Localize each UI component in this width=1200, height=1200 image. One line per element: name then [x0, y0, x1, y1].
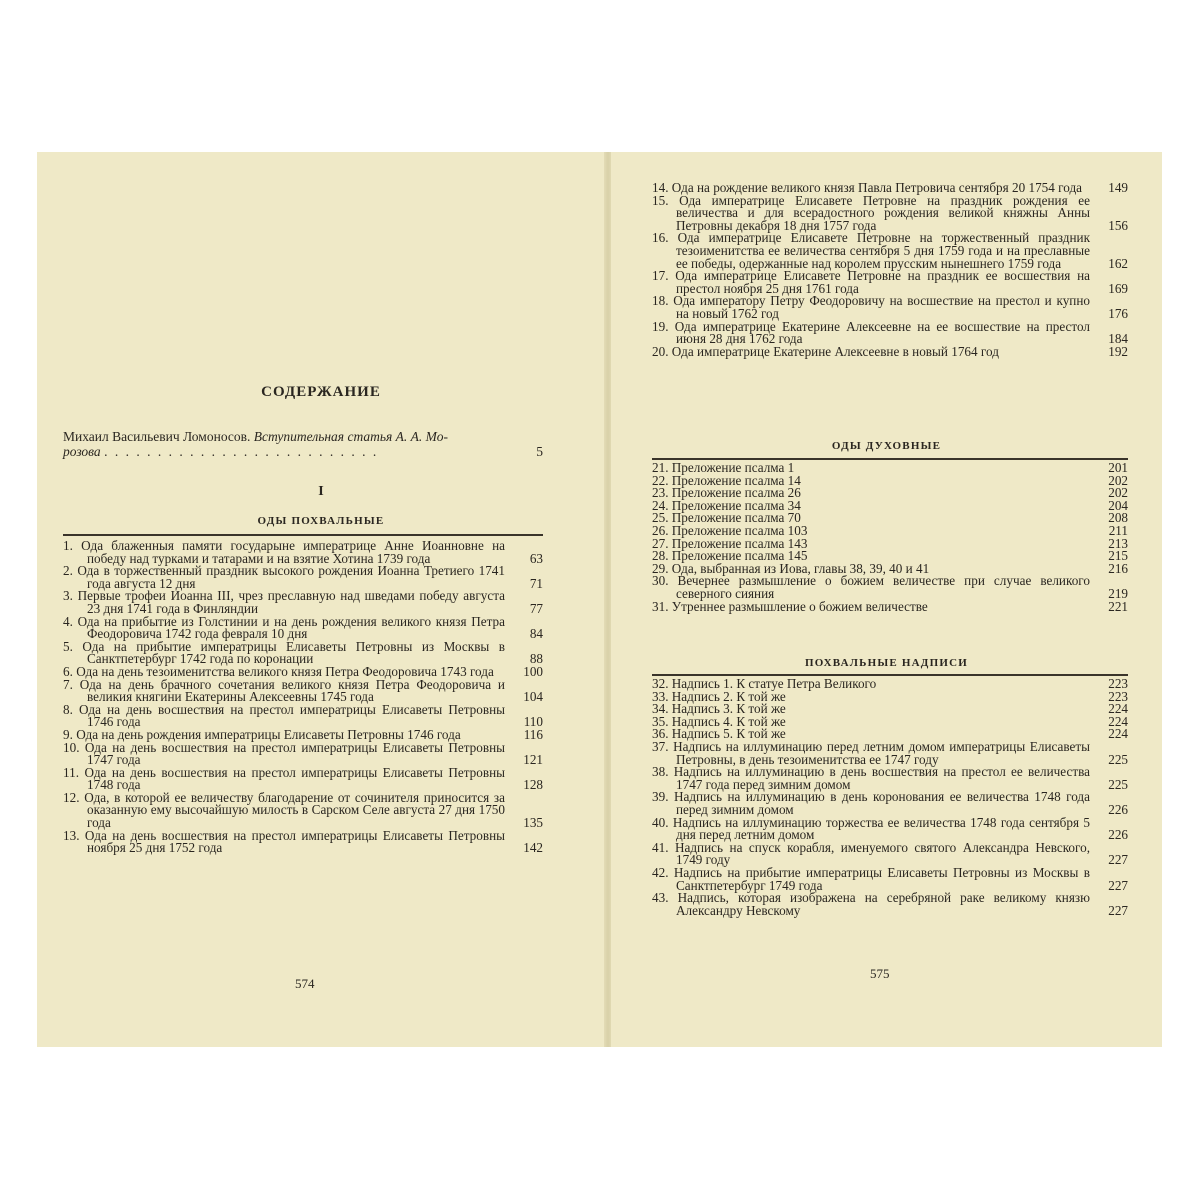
toc-entry-title: 36. Надпись 5. К той же	[652, 726, 786, 742]
toc-entry-page: 63	[529, 550, 543, 566]
toc-entry-page: 211	[1108, 522, 1128, 538]
toc-entry-title: 39. Надпись на иллуминацию в день коронования ее величества 1748 года перед зимним домом	[652, 789, 1090, 817]
toc-entry-page: 226	[1108, 801, 1128, 817]
toc-entry-title: 27. Преложение псалма 143	[652, 535, 808, 551]
toc-entry	[63, 676, 543, 705]
toc-entry-title: 12. Ода, в которой ее величеству благодарение от сочинителя приносится за оказанную ему высочайшую милость в Сарском Селе августа 27 дня 1750 года	[63, 789, 505, 831]
section-title-spiritual-odes: ОДЫ ДУХОВНЫЕ	[831, 440, 942, 452]
section-title-praise-odes: ОДЫ ПОХВАЛЬНЫЕ	[257, 515, 385, 527]
toc-list-inscriptions	[652, 678, 1128, 917]
toc-entry-page: 224	[1108, 701, 1128, 717]
toc-entry-page: 221	[1108, 598, 1128, 614]
toc-entry-title: 28. Преложение псалма 145	[652, 548, 808, 564]
toc-entry-page: 223	[1108, 688, 1128, 704]
toc-entry-title: 43. Надпись, которая изображена на серебряной раке великому князю Александру Невскому	[652, 890, 1090, 918]
toc-entry-page: 226	[1108, 827, 1128, 843]
toc-entry-title: 7. Ода на день брачного сочетания великого князя Петра Феодоровича и великия княгини Екатерины Алексеевны 1745 года	[63, 676, 505, 705]
intro-entry: Михаил Васильевич Ломоносов. Вступительная статья А. А. Мо- розова . . . . . . . . . . . . . . . . . . . . . . . . . . 5	[63, 429, 543, 459]
page-number-left: 574	[295, 976, 315, 991]
toc-entry-page: 227	[1108, 902, 1128, 918]
toc-entry-page: 156	[1108, 217, 1128, 233]
toc-entry	[63, 739, 543, 768]
toc-entry-page: 204	[1108, 497, 1128, 513]
toc-entry-title: 11. Ода на день восшествия на престол императрицы Елисаветы Петровны 1748 года	[63, 764, 505, 793]
toc-entry	[63, 701, 543, 730]
toc-entry-title: 25. Преложение псалма 70	[652, 510, 801, 526]
toc-entry-title: 29. Ода, выбранная из Иова, главы 38, 39, 40 и 41	[652, 560, 930, 576]
toc-entry-title: 19. Ода императрице Екатерине Алексеевне на ее восшествие на престол июня 28 дня 1762 года	[652, 318, 1090, 347]
toc-entry-page: 169	[1108, 280, 1128, 296]
toc-entry	[652, 343, 1128, 359]
toc-entry-title: 10. Ода на день восшествия на престол императрицы Елисаветы Петровны 1747 года	[63, 739, 505, 768]
toc-entry-page: 162	[1108, 255, 1128, 271]
toc-list-odes-continued	[652, 182, 1128, 358]
toc-entry-page: 128	[523, 777, 543, 793]
toc-entry-page: 201	[1108, 460, 1128, 475]
toc-entry-page: 208	[1108, 510, 1128, 526]
toc-entry-page: 202	[1108, 485, 1128, 501]
toc-entry-page: 227	[1108, 852, 1128, 868]
toc-entry-title: 38. Надпись на иллуминацию в день восшествия на престол ее величества 1747 года перед зимним домом	[652, 764, 1090, 792]
toc-entry-page: 224	[1108, 713, 1128, 729]
toc-entry	[652, 814, 1128, 843]
toc-entry-title: 35. Надпись 4. К той же	[652, 713, 786, 729]
toc-entry-page: 184	[1108, 331, 1128, 347]
toc-entry-page: 223	[1108, 676, 1128, 691]
toc-entry	[652, 232, 1128, 270]
intro-article: Вступительная статья А. А. Мо-	[253, 429, 448, 444]
toc-entry-title: 14. Ода на рождение великого князя Павла Петровича сентября 20 1754 года	[652, 180, 1083, 195]
toc-entry-title: 34. Надпись 3. К той же	[652, 701, 786, 717]
toc-entry-page: 225	[1108, 751, 1128, 767]
toc-entry	[652, 270, 1128, 295]
toc-entry	[652, 738, 1128, 767]
toc-entry-page: 104	[523, 689, 543, 705]
toc-entry	[652, 318, 1128, 347]
toc-entry-page: 176	[1108, 305, 1128, 321]
toc-entry-page: 227	[1108, 877, 1128, 893]
toc-entry-title: 15. Ода императрице Елисавете Петровне на праздник рождения ее величества и для всерадостного рождения великой княжны Анны Петровны декабря 18 дня 1757 года	[652, 192, 1090, 233]
section-separator	[63, 534, 543, 536]
toc-entry-title: 6. Ода на день тезоименитства великого князя Петра Феодоровича 1743 года	[63, 663, 494, 679]
intro-article-cont: розова	[63, 443, 101, 459]
toc-entry	[652, 839, 1128, 868]
toc-entry-page: 100	[523, 663, 543, 679]
intro-author: Михаил Васильевич Ломоносов.	[63, 429, 251, 444]
toc-entry-title: 20. Ода императрице Екатерине Алексеевне в новый 1764 год	[652, 343, 999, 359]
toc-entry	[652, 766, 1128, 791]
toc-entry-page: 202	[1108, 472, 1128, 488]
toc-entry	[63, 827, 543, 856]
toc-entry	[652, 791, 1128, 816]
contents-title: СОДЕРЖАНИЕ	[261, 384, 381, 400]
toc-entry	[63, 764, 543, 793]
toc-entry-title: 18. Ода императору Петру Феодоровичу на восшествие на престол и купно на новый 1762 год	[652, 293, 1090, 321]
intro-page: 5	[536, 443, 543, 459]
toc-entry-title: 26. Преложение псалма 103	[652, 522, 808, 538]
toc-entry	[652, 575, 1128, 600]
toc-entry-title: 32. Надпись 1. К статуе Петра Великого	[652, 676, 877, 691]
toc-entry-page: 224	[1108, 726, 1128, 742]
toc-entry-page: 142	[523, 840, 543, 856]
toc-entry-title: 5. Ода на прибытие императрицы Елисаветы Петровны из Москвы в Санктпетербург 1742 года по коронации	[63, 638, 505, 667]
toc-entry-page: 192	[1108, 343, 1128, 359]
toc-entry-title: 30. Вечернее размышление о божием величестве при случае великого северного сияния	[652, 573, 1090, 601]
toc-entry	[63, 590, 543, 615]
toc-entry-title: 40. Надпись на иллуминацию торжества ее величества 1748 года сентября 5 дня перед летним домом	[652, 814, 1090, 843]
toc-entry	[63, 565, 543, 590]
toc-entry-page: 215	[1108, 548, 1128, 564]
toc-entry-title: 21. Преложение псалма 1	[652, 460, 795, 475]
toc-entry-page: 71	[529, 575, 543, 591]
toc-entry-page: 149	[1108, 180, 1128, 195]
toc-entry-page: 77	[529, 600, 543, 616]
toc-entry-title: 33. Надпись 2. К той же	[652, 688, 786, 704]
toc-entry-title: 2. Ода в торжественный праздник высокого рождения Иоанна Третиего 1741 года августа 12 дня	[63, 563, 505, 591]
toc-entry-page: 121	[523, 752, 543, 768]
toc-entry-page: 135	[523, 815, 543, 831]
toc-entry-title: 23. Преложение псалма 26	[652, 485, 801, 501]
roman-numeral: I	[318, 484, 324, 499]
toc-list-praise-odes	[63, 540, 543, 855]
toc-list-spiritual-odes	[652, 462, 1128, 613]
toc-entry	[652, 192, 1128, 233]
toc-entry-title: 31. Утреннее размышление о божием величестве	[652, 598, 928, 614]
toc-entry-page: 116	[523, 726, 543, 742]
toc-entry-title: 24. Преложение псалма 34	[652, 497, 801, 513]
toc-entry-title: 9. Ода на день рождения императрицы Елисаветы Петровны 1746 года	[63, 726, 461, 742]
toc-entry-title: 17. Ода императрице Елисавете Петровне на праздник ее восшествия на престол ноября 25 дня 1761 года	[652, 268, 1090, 296]
toc-entry-page: 110	[523, 714, 543, 730]
toc-entry-title: 22. Преложение псалма 14	[652, 472, 801, 488]
toc-entry	[63, 638, 543, 667]
toc-entry-title: 37. Надпись на иллуминацию перед летним домом императрицы Елисаветы Петровны, в день тезоименитства ее 1747 году	[652, 738, 1090, 767]
toc-entry-page: 225	[1108, 776, 1128, 792]
toc-entry	[63, 613, 543, 642]
toc-entry-title: 42. Надпись на прибытие императрицы Елисаветы Петровны из Москвы в Санктпетербург 1749 года	[652, 864, 1090, 893]
page-number-right: 575	[870, 966, 890, 981]
toc-entry	[652, 598, 1128, 614]
toc-entry-title: 4. Ода на прибытие из Голстинии и на день рождения великого князя Петра Феодоровича 1742 года февраля 10 дня	[63, 613, 505, 642]
toc-entry	[63, 789, 543, 831]
toc-entry-title: 3. Первые трофеи Иоанна III, чрез преславную над шведами победу августа 23 дня 1741 года в Финляндии	[63, 588, 505, 616]
toc-entry	[63, 540, 543, 565]
toc-entry-page: 213	[1108, 535, 1128, 551]
toc-entry-title: 13. Ода на день восшествия на престол императрицы Елисаветы Петровны ноября 25 дня 1752 года	[63, 827, 505, 856]
toc-entry-page: 84	[529, 626, 543, 642]
toc-entry-title: 16. Ода императрице Елисавете Петровне на торжественный праздник тезоименитства ее величества сентября 5 дня 1759 года и на преславные ее победы, одержанные над королем прусским нынешнего 1759 года	[652, 230, 1090, 271]
section-title-inscriptions: ПОХВАЛЬНЫЕ НАДПИСИ	[805, 657, 968, 669]
toc-entry-page: 219	[1108, 585, 1128, 601]
toc-entry-title: 41. Надпись на спуск корабля, именуемого святого Александра Невского, 1749 году	[652, 839, 1090, 868]
toc-entry	[652, 864, 1128, 893]
toc-entry-page: 88	[529, 651, 543, 667]
toc-entry	[652, 295, 1128, 320]
toc-entry-page: 216	[1108, 560, 1128, 576]
toc-entry	[652, 892, 1128, 917]
toc-entry-title: 8. Ода на день восшествия на престол императрицы Елисаветы Петровны 1746 года	[63, 701, 505, 730]
toc-entry-title: 1. Ода блаженныя памяти государыне императрице Анне Иоанновне на победу над турками и татарами и на взятие Хотина 1739 года	[63, 538, 505, 566]
